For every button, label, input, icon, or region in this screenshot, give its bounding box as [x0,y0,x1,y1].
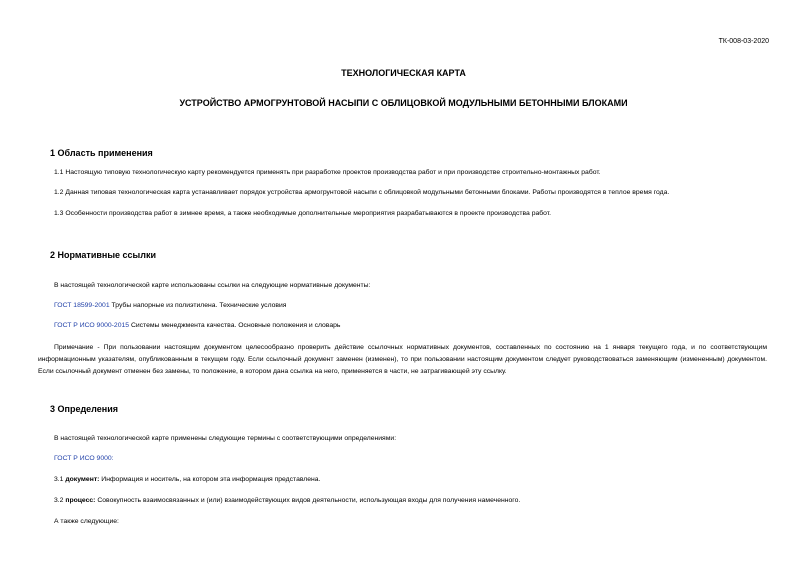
definition-3-2-number: 3.2 [54,497,66,504]
paragraph-1-2: 1.2 Данная типовая технологическая карта устанавливает порядок устройства армогрунтовой насыпи с облицовкой модульными бетонными блоками. Работы производятся в теплое время года. [54,189,670,196]
section-3-heading: 3 Определения [50,404,118,414]
section-1-heading: 1 Область применения [50,148,153,158]
paragraph-also: А также следующие: [54,518,119,525]
paragraph-3-intro: В настоящей технологической карте применены следующие термины с соответствующими определениями: [54,435,397,442]
document-code: ТК-008-03-2020 [718,38,769,45]
reference-2-text: Системы менеджмента качества. Основные положения и словарь [129,322,341,329]
definition-3-1 [54,476,320,483]
reference-1-text: Трубы напорные из полиэтилена. Технические условия [109,302,287,309]
paragraph-1-1: 1.1 Настоящую типовую технологическую карту рекомендуется применять при разработке проектов производства работ и при производстве строительно-монтажных работ. [54,169,601,176]
page-subtitle: УСТРОЙСТВО АРМОГРУНТОВОЙ НАСЫПИ С ОБЛИЦОВКОЙ МОДУЛЬНЫМИ БЕТОННЫМИ БЛОКАМИ [179,98,628,108]
reference-1-link[interactable]: ГОСТ 18599-2001 [54,302,110,309]
definitions-source-link[interactable]: ГОСТ Р ИСО 9000: [54,455,114,462]
definition-3-2-text: Совокупность взаимосвязанных и (или) взаимодействующих видов деятельности, использующая входы для получения намеченного. [95,497,521,504]
definitions-source [54,455,114,462]
definition-3-2 [54,497,520,504]
paragraph-2-intro: В настоящей технологической карте использованы ссылки на следующие нормативные документы: [54,282,371,289]
section-2-heading: 2 Нормативные ссылки [50,250,156,260]
reference-2-link[interactable]: ГОСТ Р ИСО 9000-2015 [54,322,130,329]
definition-3-1-text: Информация и носитель, на котором эта информация представлена. [99,476,321,483]
reference-1 [54,302,286,309]
definition-3-2-term: процесс: [65,497,96,504]
page-title: ТЕХНОЛОГИЧЕСКАЯ КАРТА [341,68,466,78]
reference-2 [54,322,340,329]
note-paragraph: Примечание - При пользовании настоящим документом целесообразно проверить действие ссылочных нормативных документов, составленных по состоянию на 1 января текущего года, и по соответствующим информационным указателям, опубликованным в текущем году. Если ссылочный документ заменен (изменен), то при пользовании настоящим документом следует руководствоваться заменяющим (измененным) документом. Если ссылочный документ отменен без замены, то положение, в котором дана ссылка на него, применяется в части, не затрагивающей эту ссылку. [38,344,767,375]
paragraph-1-3: 1.3 Особенности производства работ в зимнее время, а также необходимые дополнительные мероприятия разрабатываются в проекте производства работ. [54,210,552,217]
definition-3-1-term: документ: [65,476,100,483]
definition-3-1-number: 3.1 [54,476,66,483]
